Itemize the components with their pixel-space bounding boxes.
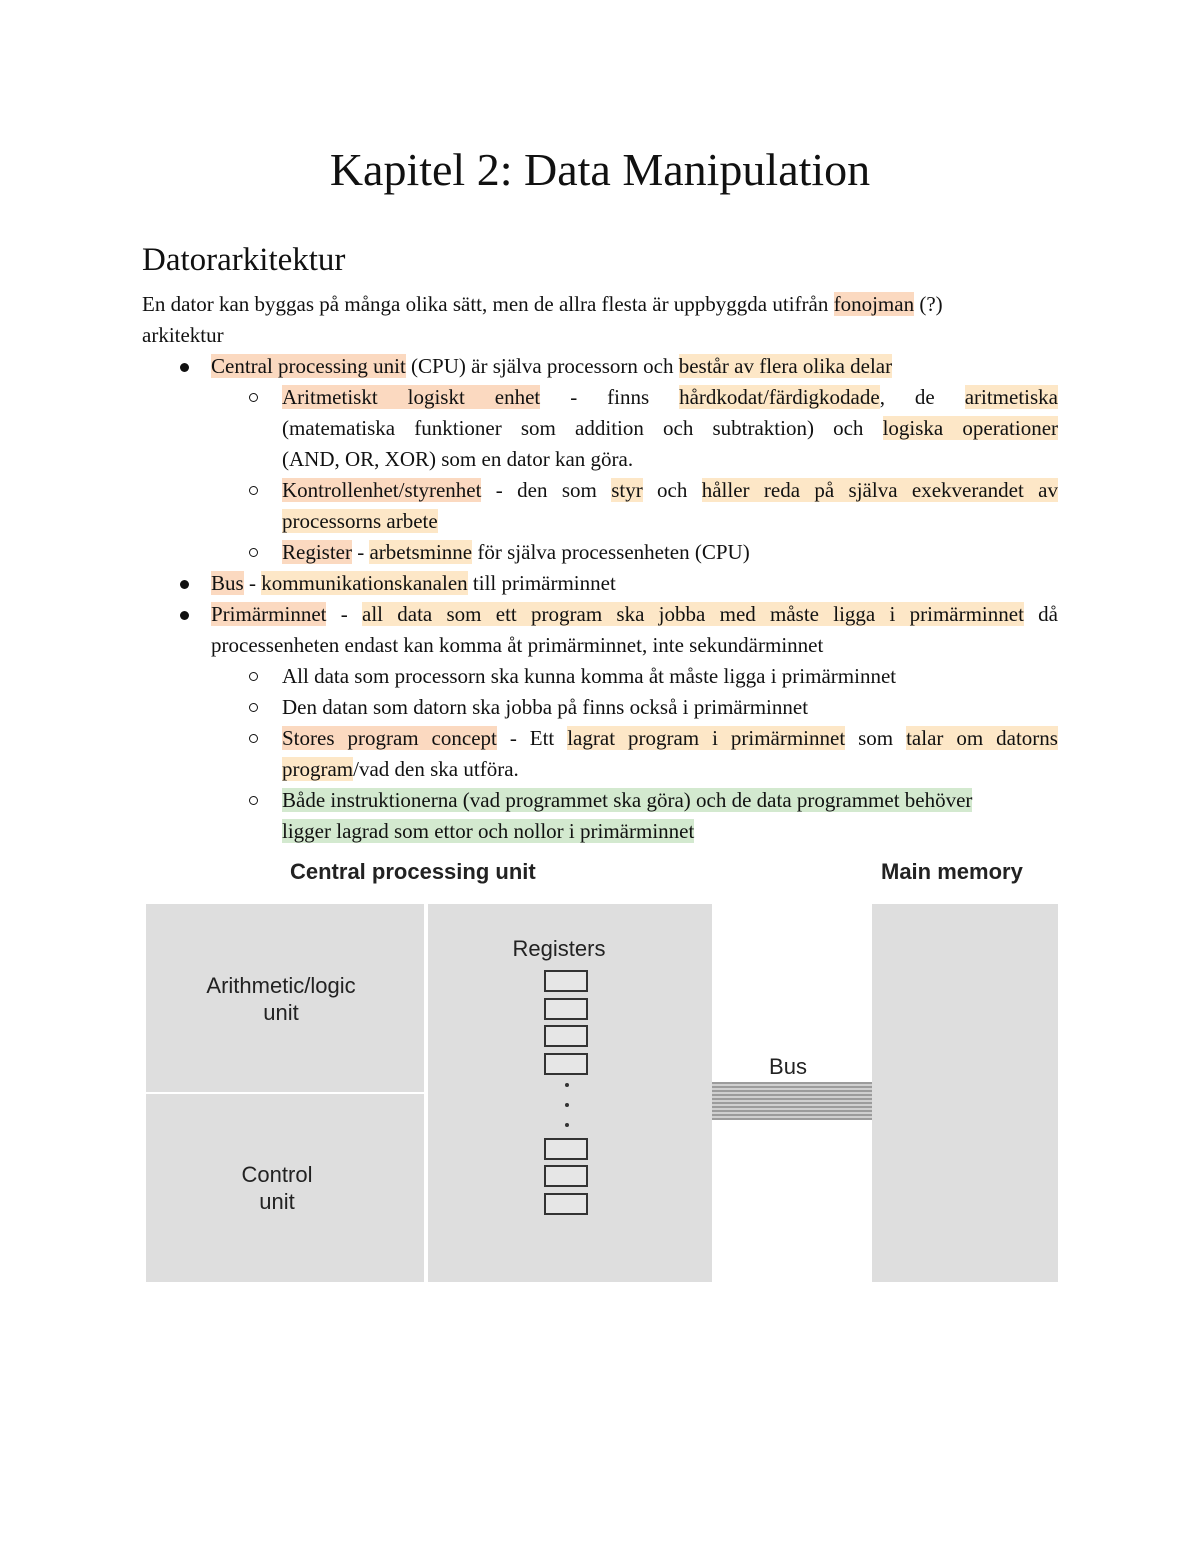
highlight-bus: Bus [211, 571, 244, 595]
highlight-fonojman: fonojman [833, 292, 915, 316]
ellipsis-dot [565, 1123, 569, 1127]
alu-text-4: (AND, OR, XOR) som en dator kan göra. [282, 447, 634, 471]
primary-text-3: processenheten endast kan komma åt primärminnet, inte sekundärminnet [211, 633, 824, 657]
list-item-primary-sub-1 [211, 661, 1058, 692]
alu-label-line-1: Arithmetic/logic [206, 973, 356, 998]
highlight-primarminnet: Primärminnet [211, 602, 327, 626]
ellipsis-dot [565, 1083, 569, 1087]
stored-text-2: som [845, 726, 907, 750]
list-item-primary-memory [142, 599, 1058, 847]
list-item-both [211, 785, 1058, 847]
highlight-arbetsminne: arbetsminne [369, 540, 473, 564]
control-label-line-1: Control [241, 1162, 313, 1187]
section-heading: Datorarkitektur [142, 242, 346, 278]
main-memory-block [872, 904, 1058, 1282]
primary-sublist [211, 661, 1058, 847]
stored-text-3: /vad den ska utföra. [353, 757, 519, 781]
highlight-all-data: all data som ett program ska jobba med måste ligga i primärminnet [362, 602, 1024, 626]
highlight-kommunikationskanalen: kommunikationskanalen [261, 571, 468, 595]
bullet-list [142, 351, 1058, 847]
list-item-stored-program [211, 723, 1058, 785]
list-item-primary-sub-2 [211, 692, 1058, 723]
control-text-2: och [642, 478, 702, 502]
main-memory-label: Main memory [881, 859, 1023, 884]
highlight-ligger-lagrad: ligger lagrad som ettor och nollor i primärminnet [282, 819, 695, 843]
highlight-styr: styr [611, 478, 643, 502]
list-item-bus [142, 568, 1058, 599]
intro-line-1 [142, 289, 1058, 320]
highlight-logiska: logiska operationer [882, 416, 1059, 440]
bus-label: Bus [769, 1054, 807, 1079]
intro-line-2: arkitektur [142, 323, 224, 347]
register-cell [544, 998, 588, 1020]
highlight-bade-instruktionerna: Både instruktionerna (vad programmet ska göra) och de data programmet behöver [282, 788, 973, 812]
alu-label-line-2: unit [263, 1000, 299, 1025]
cpu-text: (CPU) är själva processorn och [405, 354, 679, 378]
highlight-delar: består av flera olika delar [678, 354, 893, 378]
intro-text: En dator kan byggas på många olika sätt, men de allra flesta är uppbyggda utifrån [142, 292, 834, 316]
bus-text-1: - [243, 571, 262, 595]
cpu-label: Central processing unit [290, 859, 536, 884]
page-title: Kapitel 2: Data Manipulation [329, 144, 871, 195]
registers-label: Registers [512, 936, 606, 961]
cpu-sublist [211, 382, 1058, 568]
control-unit-label [146, 1161, 408, 1215]
intro-text-tail: (?) [914, 292, 943, 316]
control-label-line-2: unit [259, 1189, 295, 1214]
bus-lines [712, 1082, 872, 1120]
highlight-cpu: Central processing unit [211, 354, 406, 378]
highlight-processorns: processorns arbete [282, 509, 438, 533]
highlight-lagrat-program: lagrat program i primärminnet [567, 726, 846, 750]
list-item-control [211, 475, 1058, 537]
primary-sub-1-text: All data som processorn ska kunna komma åt måste ligga i primärminnet [282, 664, 897, 688]
highlight-register: Register [282, 540, 352, 564]
ellipsis-dot [565, 1103, 569, 1107]
highlight-talar-om: talar om datorns [906, 726, 1058, 750]
register-cell [544, 1138, 588, 1160]
register-text-2: för själva processenheten (CPU) [472, 540, 750, 564]
register-cell [544, 1025, 588, 1047]
alu-label [146, 972, 416, 1026]
primary-text-1: - [326, 602, 363, 626]
register-cell [544, 1053, 588, 1075]
highlight-haller-reda: håller reda på själva exekverandet av [701, 478, 1058, 502]
list-item-cpu [142, 351, 1058, 568]
register-text-1: - [351, 540, 370, 564]
highlight-alu: Aritmetiskt logiskt enhet [282, 385, 541, 409]
list-item-register [211, 537, 1058, 568]
highlight-kontrollenhet: Kontrollenhet/styrenhet [282, 478, 482, 502]
register-cell [544, 1193, 588, 1215]
list-item-alu [211, 382, 1058, 475]
intro-paragraph [142, 289, 1058, 351]
alu-text-3: (matematiska funktioner som addition och subtraktion) och [282, 416, 883, 440]
register-cell [544, 970, 588, 992]
highlight-stores-program: Stores program concept [282, 726, 497, 750]
bus-text-2: till primärminnet [467, 571, 616, 595]
highlight-hardkodat: hårdkodat/färdigkodade [679, 385, 880, 409]
primary-text-2: då [1023, 602, 1059, 626]
register-cell [544, 1165, 588, 1187]
control-text-1: - den som [481, 478, 612, 502]
highlight-program: program [282, 757, 354, 781]
stored-text-1: - Ett [496, 726, 568, 750]
cpu-memory-diagram [144, 855, 1062, 1299]
alu-text-2: , de [879, 385, 965, 409]
alu-text-1: - finns [540, 385, 680, 409]
highlight-aritmetiska: aritmetiska [964, 385, 1059, 409]
primary-sub-2-text: Den datan som datorn ska jobba på finns också i primärminnet [282, 695, 809, 719]
